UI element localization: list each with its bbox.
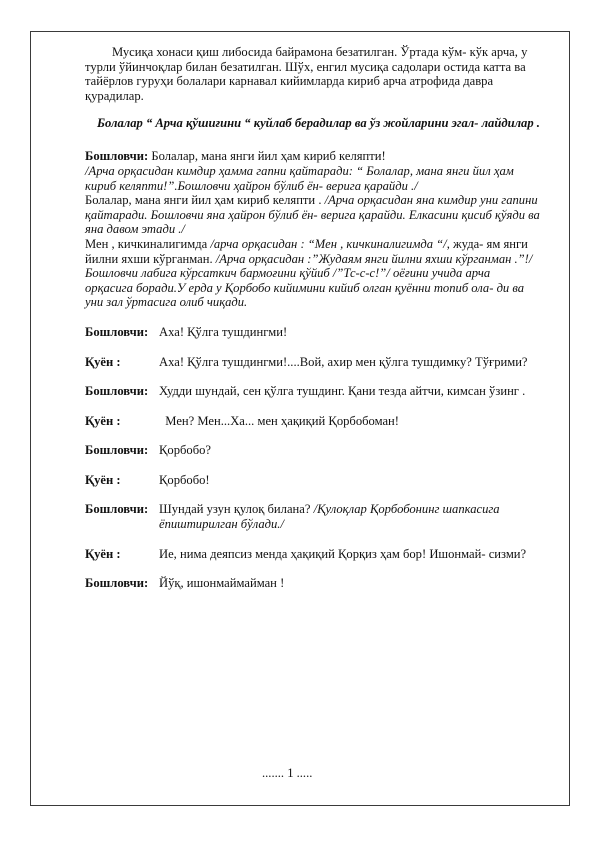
- dialogue-line: , жуда- ям янги йилни яхши кўрганман.: [85, 236, 528, 266]
- speaker-label: Бошловчи:: [85, 149, 149, 164]
- scene-title: Болалар “ Арча қўшиғини “ куйлаб берадилар ва ўз жойларини эгал- лайдилар .: [97, 116, 540, 131]
- page-number: ....... 1 .....: [262, 766, 313, 780]
- dialogue-line: Қорбобо!: [159, 472, 210, 487]
- dialogue-line: Болалар, мана янги йил ҳам кириб келяпти .: [85, 193, 325, 208]
- dialogue-list: [85, 325, 540, 591]
- speaker-label: Бошловчи:: [85, 324, 149, 339]
- speaker-label: Бошловчи:: [85, 502, 149, 517]
- stage-direction: /Арча орқасидан :”Жудаям янги йилни яхши кўрганман .”!/: [215, 251, 533, 266]
- opening-block: [85, 149, 540, 310]
- dialogue-line: Қорбобо?: [159, 443, 211, 458]
- dialogue-row: [85, 355, 540, 370]
- dialogue-row: [85, 414, 540, 429]
- speaker-label: Бошловчи:: [85, 576, 149, 591]
- dialogue-line: Йўқ, ишонмаймайман !: [159, 576, 285, 591]
- dialogue-line: Ие, нима деяпсиз менда ҳақиқий Қорқиз ҳам бор! Ишонмай- сизми?: [159, 546, 527, 561]
- speaker-label: Қуён :: [85, 413, 121, 428]
- dialogue-line: Болалар, мана янги йил ҳам кириб келяпти!: [148, 149, 386, 164]
- stage-direction: /Арча орқасидан кимдир ҳамма гапни қайтаради: “ Болалар, мана янги йил ҳам кириб келяпти!”.Бошловчи ҳайрон бўлиб ён- верига қарайди ./: [85, 163, 514, 193]
- dialogue-line: Мен? Мен...Ха... мен ҳақиқий Қорбобоман!: [159, 413, 399, 428]
- speaker-label: Қуён :: [85, 354, 121, 369]
- stage-direction: /Арча орқасидан яна кимдир уни гапини қайтаради. Бошловчи яна ҳайрон бўлиб ён- верига қарайди. Елкасини қисиб қўяди ва яна давом этади ./: [85, 193, 540, 237]
- stage-direction: Бошловчи лабига кўрсаткич бармоғини қўйиб /”Тс-с-с!”/ оёғини учида арча орқасига боради.У ерда у Қорбобо кийимини кийиб олган қуённи топиб ола- ди ва уни зал ўртасига олиб чиқади.: [85, 266, 525, 310]
- speaker-label: Қуён :: [85, 472, 121, 487]
- dialogue-row: [85, 576, 540, 591]
- dialogue-row: [85, 325, 540, 340]
- dialogue-line: Аха! Қўлга тушдингми!: [159, 324, 288, 339]
- dialogue-line: Мен , кичкиналигимда: [85, 236, 211, 251]
- dialogue-line: Аха! Қўлга тушдингми!....Вой, ахир мен қўлга тушдимку? Тўғрими?: [159, 354, 528, 369]
- dialogue-row: [85, 502, 540, 531]
- speaker-label: Бошловчи:: [85, 443, 149, 458]
- dialogue-line: Худди шундай, сен қўлга тушдинг. Қани тезда айтчи, кимсан ўзинг .: [159, 384, 526, 399]
- dialogue-row: [85, 547, 540, 562]
- dialogue-line: Шундай узун қулоқ билана?: [159, 502, 314, 517]
- dialogue-row: [85, 473, 540, 488]
- speaker-label: Қуён :: [85, 546, 121, 561]
- dialogue-row: [85, 384, 540, 399]
- speaker-label: Бошловчи:: [85, 384, 149, 399]
- dialogue-row: [85, 443, 540, 458]
- document-body: [85, 45, 540, 591]
- stage-direction: /Қулоқлар Қорбобонинг шапкасига ёпиштирилган бўлади./: [159, 502, 500, 532]
- intro-paragraph: Мусиқа хонаси қиш либосида байрамона безатилган. Ўртада кўм- кўк арча, у турли ўйинчоқлар билан безатилган. Шўх, енгил мусиқа садолари остида катта ва тайёрлов гуруҳи болалари карнавал кийимларда кириб арча атрофида давра қурадилар.: [85, 45, 528, 103]
- stage-direction: /арча орқасидан : “Мен , кичкиналигимда “/: [210, 236, 447, 251]
